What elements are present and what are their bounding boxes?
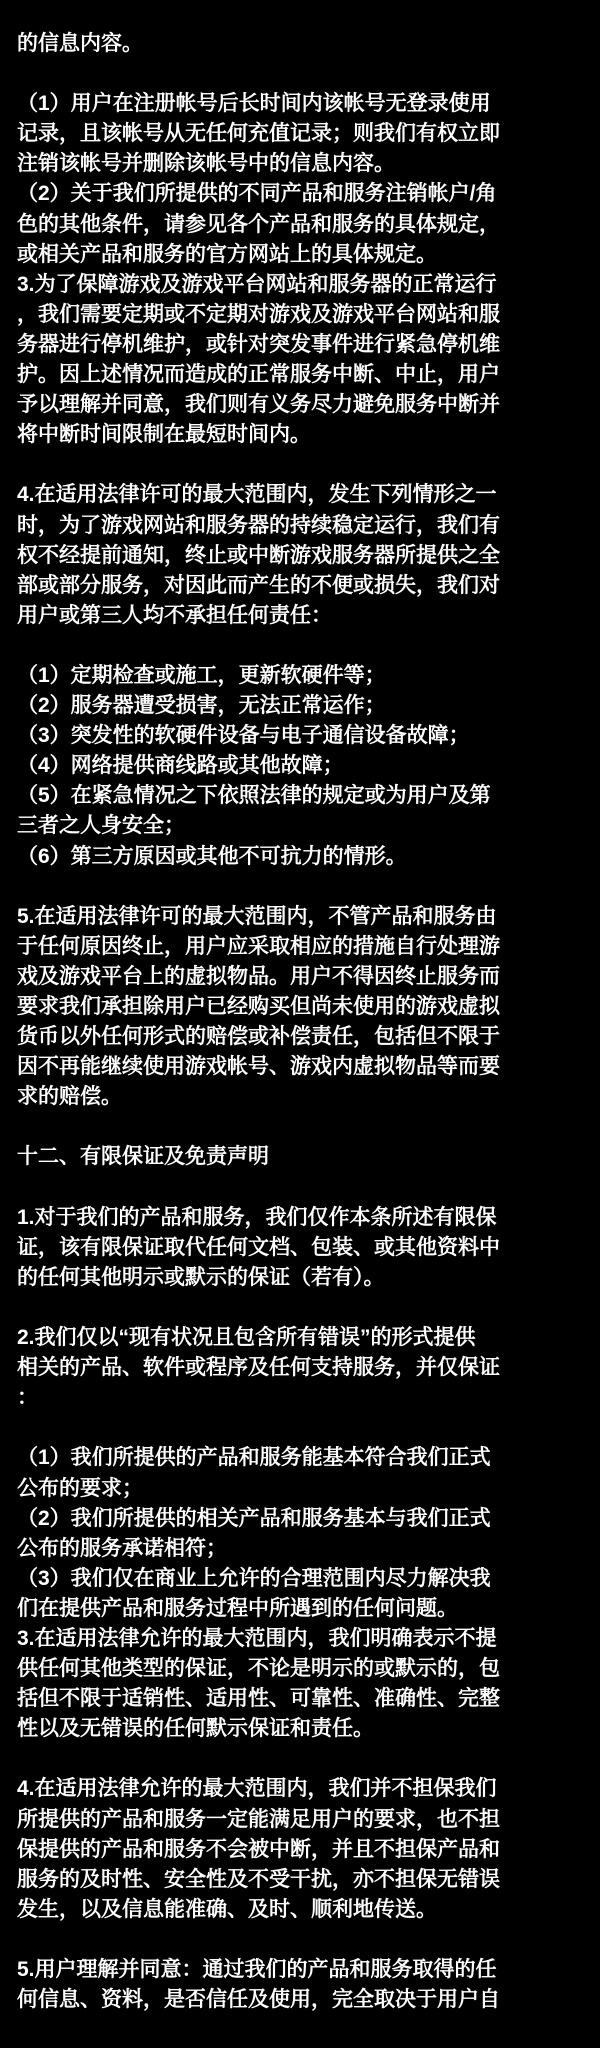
text-line: 1.对于我们的产品和服务，我们仅作本条所述有限保 <box>17 1205 497 1229</box>
blank-line <box>17 631 583 661</box>
text-line: 性以及无错误的任何默示保证和责任。 <box>17 1717 374 1741</box>
text-line: 的任何其他明示或默示的保证（若有）。 <box>17 1265 385 1289</box>
text-line: 记录，且该帐号从无任何充值记录；则我们有权立即 <box>17 122 500 146</box>
text-line: （2）关于我们所提供的不同产品和服务注销帐户/角 <box>17 182 497 206</box>
text-line: 发生，以及信息能准确、及时、顺利地传送。 <box>17 1897 437 1921</box>
text-line: 货币以外任何形式的赔偿或补偿责任，包括但不限于 <box>17 1025 500 1049</box>
text-line: 十二、有限保证及免责声明 <box>17 1145 269 1169</box>
text-line: （1）我们所提供的产品和服务能基本符合我们正式 <box>17 1446 491 1470</box>
text-line: ： <box>17 1386 38 1410</box>
text-line: 保提供的产品和服务不会被中断，并且不担保产品和 <box>17 1837 500 1861</box>
text-line: （6）第三方原因或其他不可抗力的情形。 <box>17 844 407 868</box>
text-line: 三者之人身安全； <box>17 814 185 838</box>
text-line: 用户或第三人均不承担任何责任： <box>17 603 332 627</box>
text-line: 色的其他条件，请参见各个产品和服务的具体规定， <box>17 212 500 236</box>
text-line: 将中断时间限制在最短时间内。 <box>17 423 311 447</box>
text-line: 4.在适用法律许可的最大范围内，发生下列情形之一 <box>17 483 497 507</box>
blank-line <box>17 1925 583 1955</box>
text-line: 服务的及时性、安全性及不受干扰，亦不担保无错误 <box>17 1867 500 1891</box>
text-line: （4）网络提供商线路或其他故障； <box>17 754 344 778</box>
blank-line <box>17 1413 583 1443</box>
text-line: 2.我们仅以“现有状况且包含所有错误”的形式提供 <box>17 1326 476 1350</box>
blank-line <box>17 1173 583 1203</box>
text-line: 5.用户理解并同意：通过我们的产品和服务取得的任 <box>17 1958 497 1981</box>
text-line: 所提供的产品和服务一定能满足用户的要求，也不担 <box>17 1807 500 1831</box>
text-line: （5）在紧急情况之下依照法律的规定或为用户及第 <box>17 784 491 808</box>
text-line: 4.在适用法律允许的最大范围内，我们并不担保我们 <box>17 1777 497 1801</box>
text-line: （1）用户在注册帐号后长时间内该帐号无登录使用 <box>17 92 491 116</box>
text-line: 因不再能继续使用游戏帐号、游戏内虚拟物品等而要 <box>17 1055 500 1079</box>
blank-line <box>17 872 583 902</box>
blank-line <box>17 450 583 480</box>
text-line: （2）服务器遭受损害，无法正常运作； <box>17 694 386 718</box>
text-line: 何信息、资料，是否信任及使用，完全取决于用户自 <box>17 1988 500 2012</box>
text-line: （3）我们仅在商业上允许的合理范围内尽力解决我 <box>17 1566 491 1590</box>
text-line: 权不经提前通知，终止或中断游戏服务器所提供之全 <box>17 543 500 567</box>
text-line: ，我们需要定期或不定期对游戏及游戏平台网站和服 <box>17 302 500 326</box>
terms-text-body <box>17 29 583 2015</box>
text-line: 护。因上述情况而造成的正常服务中断、中止，用户 <box>17 363 500 387</box>
text-line: 相关的产品、软件或程序及任何支持服务，并仅保证 <box>17 1356 500 1380</box>
blank-line <box>17 1293 583 1323</box>
text-line: （2）我们所提供的相关产品和服务基本与我们正式 <box>17 1506 491 1530</box>
text-line: 3.为了保障游戏及游戏平台网站和服务器的正常运行 <box>17 272 497 296</box>
text-line: 部或部分服务，对因此而产生的不便或损失，我们对 <box>17 573 500 597</box>
text-line: 注销该帐号并删除该帐号中的信息内容。 <box>17 152 395 176</box>
text-line: 公布的服务承诺相符； <box>17 1536 227 1560</box>
blank-line <box>17 59 583 89</box>
text-line: 5.在适用法律许可的最大范围内，不管产品和服务由 <box>17 904 497 928</box>
blank-line <box>17 1112 583 1142</box>
text-line: （3）突发性的软硬件设备与电子通信设备故障； <box>17 724 470 748</box>
text-line: 戏及游戏平台上的虚拟物品。用户不得因终止服务而 <box>17 964 500 988</box>
text-line: 公布的要求； <box>17 1476 143 1500</box>
text-line: 时，为了游戏网站和服务器的持续稳定运行，我们有 <box>17 513 500 537</box>
text-line: 的信息内容。 <box>17 32 143 55</box>
text-line: 括但不限于适销性、适用性、可靠性、准确性、完整 <box>17 1687 500 1711</box>
text-line: 供任何其他类型的保证，不论是明示的或默示的，包 <box>17 1657 500 1681</box>
text-line: 于任何原因终止，用户应采取相应的措施自行处理游 <box>17 934 500 958</box>
text-line: 求的赔偿。 <box>17 1085 122 1109</box>
text-line: 们在提供产品和服务过程中所遇到的任何问题。 <box>17 1596 458 1620</box>
text-line: 证，该有限保证取代任何文档、包装、或其他资料中 <box>17 1235 500 1259</box>
text-line: 务器进行停机维护，或针对突发事件进行紧急停机维 <box>17 332 500 356</box>
text-line: 3.在适用法律允许的最大范围内，我们明确表示不提 <box>17 1626 497 1650</box>
text-line: 予以理解并同意，我们则有义务尽力避免服务中断并 <box>17 393 500 417</box>
blank-line <box>17 1744 583 1774</box>
text-line: （1）定期检查或施工，更新软硬件等； <box>17 663 386 687</box>
text-line: 或相关产品和服务的官方网站上的具体规定。 <box>17 242 437 266</box>
text-line: 要求我们承担除用户已经购买但尚未使用的游戏虚拟 <box>17 995 500 1018</box>
